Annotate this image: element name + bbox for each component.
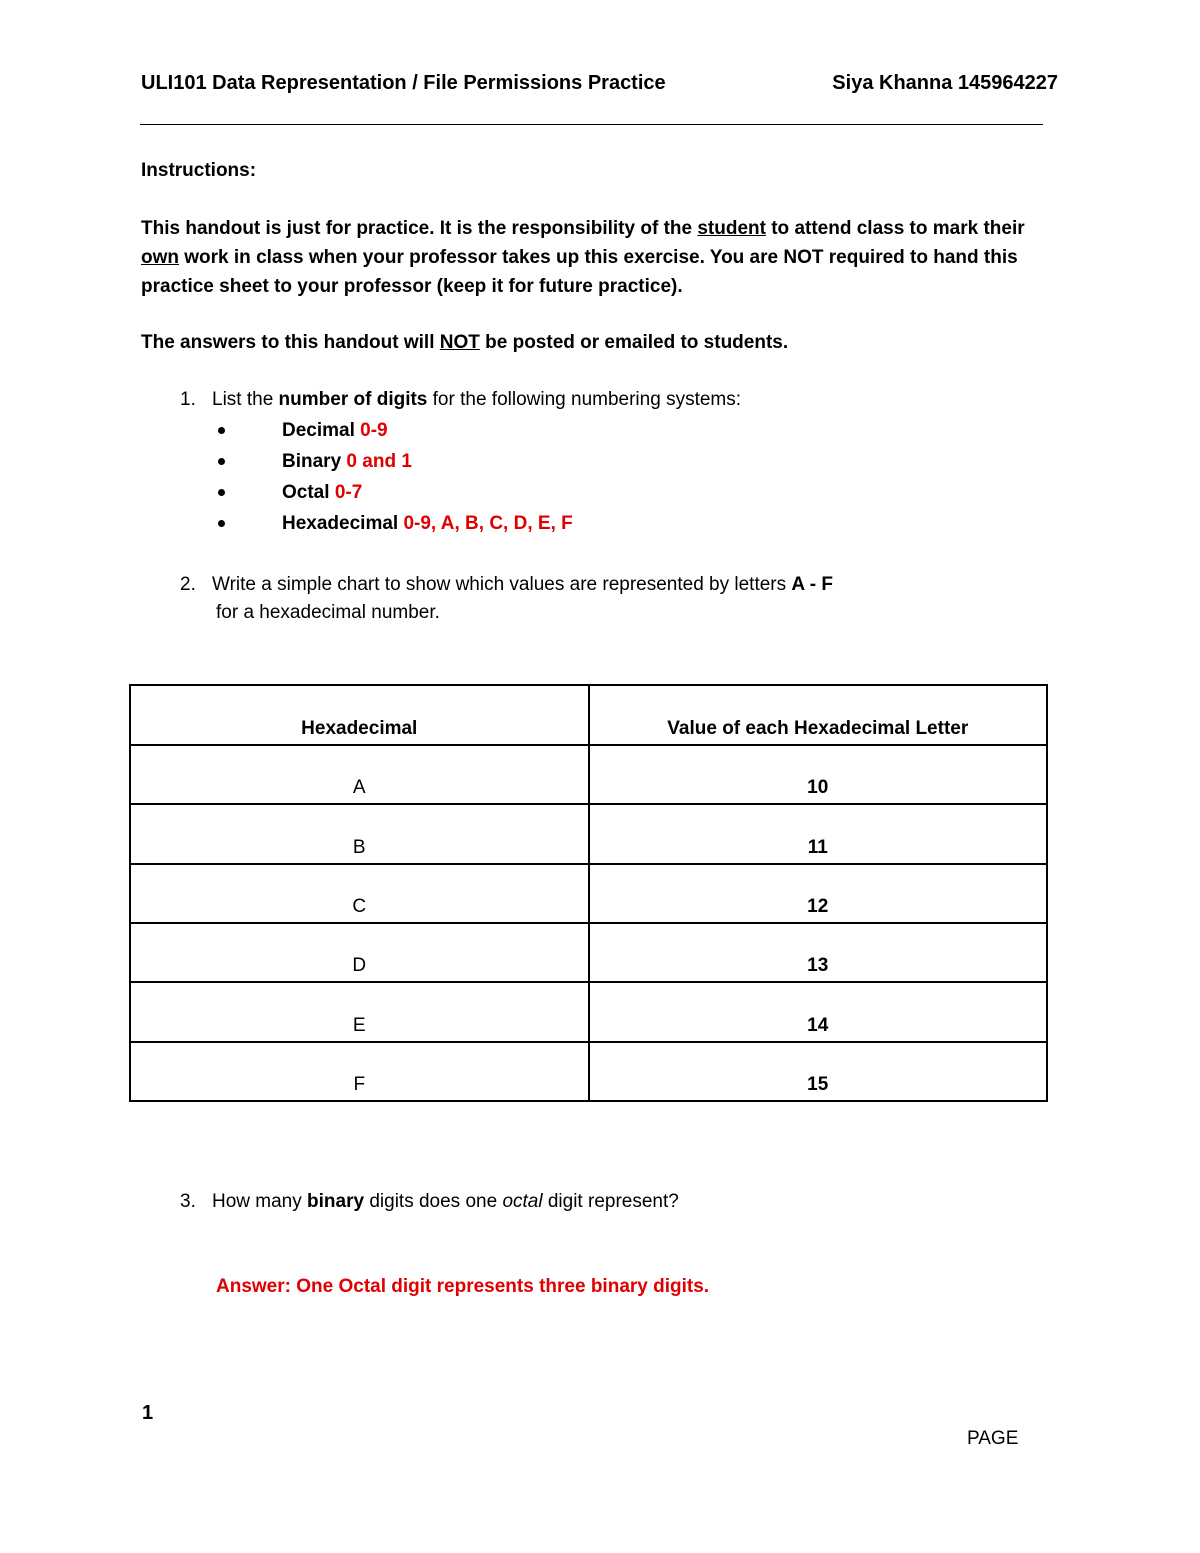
hex-letter-cell: D: [130, 923, 589, 982]
hexadecimal-table: [129, 684, 1048, 1102]
question-2-text: [212, 570, 833, 599]
list-item-binary: [282, 447, 412, 476]
question-2-text-line2: for a hexadecimal number.: [216, 602, 440, 623]
item-answer: 0-7: [334, 482, 363, 503]
instructions-paragraph: [141, 214, 1046, 301]
bullet-icon: [218, 520, 225, 527]
table-row: [130, 864, 1047, 923]
notice-text-b: be posted or emailed to students.: [479, 332, 789, 353]
q1-post: for the following numbering systems:: [427, 389, 742, 410]
q1-pre: List the: [212, 389, 279, 410]
column-header-hexadecimal: Hexadecimal: [130, 685, 589, 745]
hex-letter-cell: B: [130, 804, 589, 863]
column-header-value: Value of each Hexadecimal Letter: [589, 685, 1048, 745]
q3-italic: octal: [502, 1191, 543, 1212]
hex-letter-cell: E: [130, 982, 589, 1041]
hex-value-cell: 13: [589, 923, 1048, 982]
hex-value-cell: 14: [589, 982, 1048, 1041]
instructions-text-b: to attend class to mark their: [765, 218, 1025, 239]
list-item-hexadecimal: [282, 509, 573, 538]
underlined-own: own: [141, 247, 179, 268]
instructions-text-a: This handout is just for practice. It is the responsibility of the: [141, 218, 698, 239]
table-row: [130, 745, 1047, 804]
question-2-number: 2.: [180, 574, 196, 595]
q3-bold: binary: [307, 1191, 365, 1212]
bullet-icon: [218, 489, 225, 496]
question-3-text: [212, 1187, 679, 1216]
notice-text-a: The answers to this handout will: [141, 332, 440, 353]
table-row: [130, 1042, 1047, 1101]
hex-value-cell: 10: [589, 745, 1048, 804]
answers-notice: [141, 328, 1046, 357]
bullet-icon: [218, 458, 225, 465]
list-item-decimal: [282, 416, 388, 445]
q3-mid: digits does one: [364, 1191, 503, 1212]
page-number: 1: [142, 1402, 154, 1424]
table-row: [130, 982, 1047, 1041]
page-label: PAGE: [967, 1428, 1019, 1449]
hex-letter-cell: C: [130, 864, 589, 923]
hex-letter-cell: F: [130, 1042, 589, 1101]
item-label: Decimal: [282, 420, 361, 441]
table-row: [130, 923, 1047, 982]
item-label: Octal: [282, 482, 335, 503]
table-row: [130, 804, 1047, 863]
underlined-student: student: [697, 218, 766, 239]
question-1-number: 1.: [180, 389, 196, 410]
item-answer: 0-9, A, B, C, D, E, F: [403, 513, 573, 534]
item-answer: 0-9: [360, 420, 388, 441]
instructions-heading: Instructions:: [141, 160, 257, 181]
hex-value-cell: 12: [589, 864, 1048, 923]
hex-value-cell: 15: [589, 1042, 1048, 1101]
q3-post: digit represent?: [542, 1191, 679, 1212]
q2-letters: A - F: [791, 574, 833, 595]
question-1-text: [212, 385, 741, 414]
hex-value-cell: 11: [589, 804, 1048, 863]
hex-letter-cell: A: [130, 745, 589, 804]
document-title: ULI101 Data Representation / File Permissions Practice: [141, 72, 666, 94]
q1-bold: number of digits: [278, 389, 428, 410]
q2-line1: Write a simple chart to show which values are represented by letters: [212, 574, 792, 595]
instructions-text-c: work in class when your professor takes up this exercise. You are NOT required to hand this practice sheet to your professor (keep it for future practice).: [141, 247, 1018, 297]
question-3-number: 3.: [180, 1191, 196, 1212]
underlined-not: NOT: [439, 332, 480, 353]
item-label: Binary: [282, 451, 347, 472]
question-3-answer: Answer: One Octal digit represents three binary digits.: [216, 1276, 710, 1297]
q3-pre: How many: [212, 1191, 308, 1212]
header-divider: [140, 124, 1043, 125]
item-label: Hexadecimal: [282, 513, 404, 534]
table-header-row: [130, 685, 1047, 745]
author-name-id: Siya Khanna 145964227: [832, 72, 1058, 94]
item-answer: 0 and 1: [346, 451, 412, 472]
list-item-octal: [282, 478, 362, 507]
bullet-icon: [218, 427, 225, 434]
